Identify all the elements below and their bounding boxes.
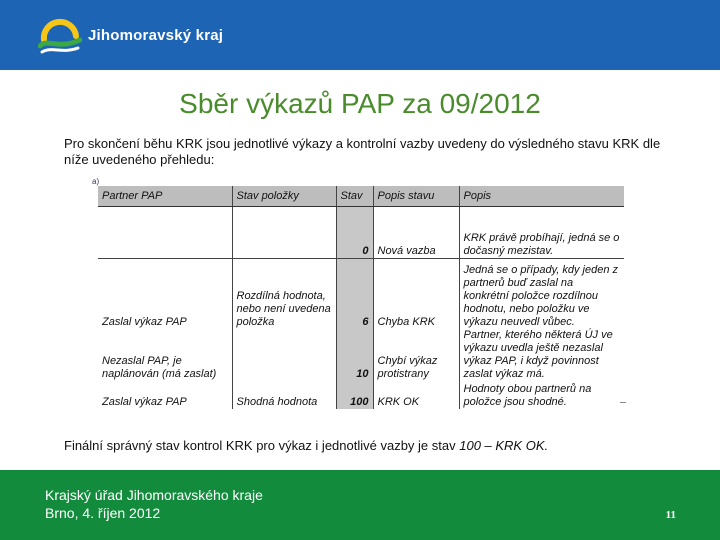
cell-stav-polozky — [232, 329, 336, 381]
cell-stav: 10 — [336, 329, 373, 381]
table-marker: a) — [92, 177, 100, 186]
intro-text: Pro skončení běhu KRK jsou jednotlivé výkazy a kontrolní vazby uvedeny do výsledného stavu KRK dle níže uvedeného přehledu: — [64, 136, 661, 167]
header-popis-stavu: Popis stavu — [373, 186, 459, 207]
final-prefix: Finální správný stav kontrol KRK pro výkaz i jednotlivé vazby je stav — [64, 438, 460, 453]
cell-stav-polozky: Shodná hodnota — [232, 381, 336, 409]
footer-org: Krajský úřad Jihomoravského kraje — [45, 487, 263, 503]
header-bar — [0, 0, 720, 70]
cell-popis: Partner, kterého některá ÚJ ve výkazu uvedla ještě nezaslal výkaz PAP, i když povinnost zaslat výkaz má. — [459, 329, 624, 381]
brand-name: Jihomoravský kraj — [88, 27, 224, 44]
cell-popis-stavu: Chyba KRK — [373, 259, 459, 329]
cell-popis: KRK právě probíhají, jedná se o dočasný mezistav. — [459, 207, 624, 259]
final-value: 100 – KRK OK. — [459, 438, 549, 453]
cell-popis-stavu: KRK OK — [373, 381, 459, 409]
cell-popis-stavu: Nová vazba — [373, 207, 459, 259]
cell-stav: 0 — [336, 207, 373, 259]
cell-partner: Nezaslal PAP, je naplánován (má zaslat) — [102, 354, 217, 380]
cell-stav-polozky: Rozdílná hodnota, nebo není uvedena položka — [232, 259, 336, 329]
cell-partner — [98, 207, 232, 259]
table-row — [98, 207, 624, 259]
header-stav: Stav — [336, 186, 373, 207]
final-state-text — [64, 438, 548, 453]
cell-popis: Jedná se o případy, kdy jeden z partnerů buď zaslal na konkrétní položce rozdílnou hodnotu, nebo položku ve výkazu neuvedl vůbec. — [459, 259, 624, 329]
slide-title: Sběr výkazů PAP za 09/2012 — [179, 88, 541, 119]
cell-partner: Zaslal výkaz PAP — [102, 395, 187, 408]
footer-text — [45, 486, 263, 522]
table-end-mark — [620, 402, 626, 403]
footer-date: Brno, 4. říjen 2012 — [45, 505, 161, 521]
cell-popis-stavu: Chybí výkaz protistrany — [373, 329, 459, 381]
table-header-row — [98, 186, 624, 207]
cell-stav: 100 — [336, 381, 373, 409]
cell-partner: Zaslal výkaz PAP — [98, 259, 232, 329]
page-number: 11 — [665, 509, 676, 521]
table-row — [98, 259, 624, 329]
header-popis: Popis — [459, 186, 624, 207]
cell-stav: 6 — [336, 259, 373, 329]
table-row — [98, 381, 624, 409]
header-stav-polozky: Stav položky — [232, 186, 336, 207]
cell-stav-polozky — [232, 207, 336, 259]
header-partner: Partner PAP — [98, 186, 232, 207]
jihomoravsky-kraj-logo-icon — [38, 16, 82, 54]
cell-popis: Hodnoty obou partnerů na položce jsou shodné. — [459, 381, 624, 409]
table-row — [98, 329, 624, 381]
pap-status-table — [98, 186, 624, 409]
